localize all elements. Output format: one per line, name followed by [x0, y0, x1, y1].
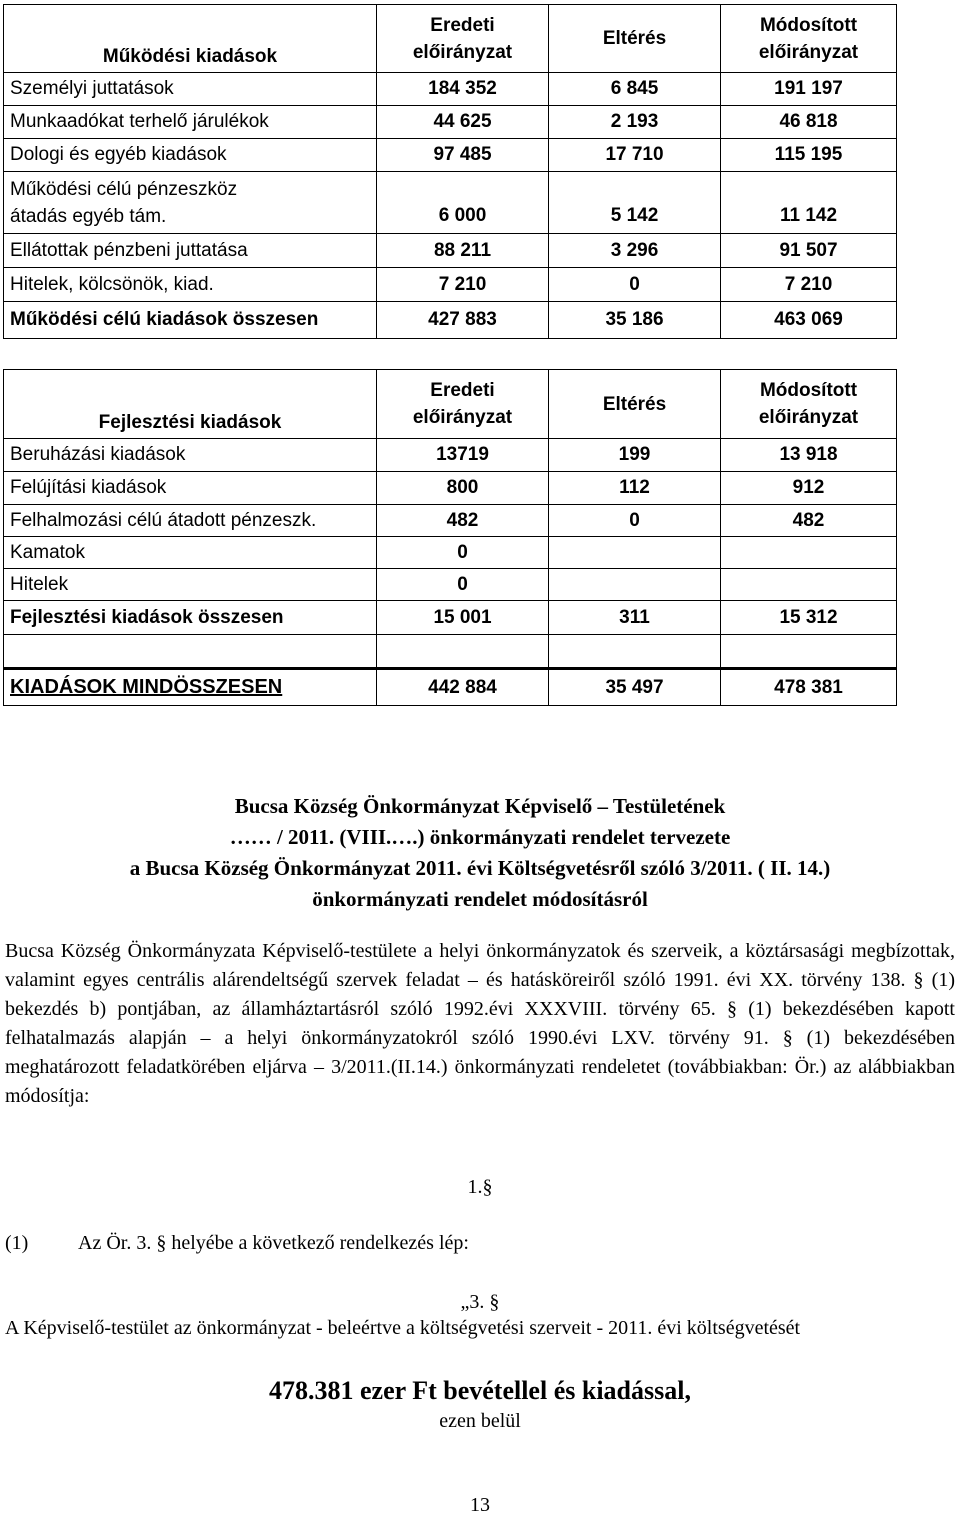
row-label: Működési célú pénzeszköz átadás egyéb tám.: [4, 172, 377, 234]
total-diff: 35 186: [549, 302, 721, 339]
row-modified: 191 197: [721, 73, 897, 106]
table-row: [4, 172, 897, 234]
header-modified: Módosított előirányzat: [721, 5, 897, 73]
decree-title: [0, 791, 960, 915]
total-label: Működési célú kiadások összesen: [4, 302, 377, 339]
decree-title-line: …… / 2011. (VIII.….) önkormányzati rendelet tervezete: [229, 825, 731, 849]
decree-title-line: önkormányzati rendelet módosításról: [312, 887, 648, 911]
total-original: 427 883: [377, 302, 549, 339]
row-modified: 13 918: [721, 439, 897, 472]
table-row: [4, 537, 897, 569]
row-modified: 11 142: [721, 172, 897, 234]
header-original: Eredeti előirányzat: [377, 5, 549, 73]
row-diff: 2 193: [549, 106, 721, 139]
header-label: Működési kiadások: [4, 5, 377, 73]
table-row: [4, 234, 897, 268]
row-label: Személyi juttatások: [4, 73, 377, 106]
row-original: 88 211: [377, 234, 549, 268]
row-modified: 7 210: [721, 268, 897, 302]
table-row: [4, 569, 897, 601]
table-total-row: [4, 601, 897, 635]
header-label: Fejlesztési kiadások: [4, 370, 377, 439]
grand-total-label: KIADÁSOK MINDÖSSZESEN: [4, 669, 377, 706]
page-number: 13: [470, 1494, 490, 1516]
row-diff: [549, 569, 721, 601]
row-original: 800: [377, 472, 549, 505]
total-modified: 463 069: [721, 302, 897, 339]
spacer-row: [4, 635, 897, 669]
row-diff: [549, 537, 721, 569]
row-label: Felújítási kiadások: [4, 472, 377, 505]
table-header-row: [4, 5, 897, 73]
decree-title-line: Bucsa Község Önkormányzat Képviselő – Testületének: [234, 794, 726, 818]
row-label: Hitelek: [4, 569, 377, 601]
row-original: 6 000: [377, 172, 549, 234]
row-label: Felhalmozási célú átadott pénzeszk.: [4, 505, 377, 537]
row-label: Ellátottak pénzbeni juttatása: [4, 234, 377, 268]
row-modified: 912: [721, 472, 897, 505]
header-modified: Módosított előirányzat: [721, 370, 897, 439]
row-diff: 0: [549, 268, 721, 302]
row-modified: [721, 537, 897, 569]
row-modified: 91 507: [721, 234, 897, 268]
quoted-section-number: „3. §: [460, 1291, 500, 1313]
table-header-row: [4, 370, 897, 439]
row-original: 184 352: [377, 73, 549, 106]
row-original: 44 625: [377, 106, 549, 139]
total-amount-highlight: 478.381 ezer Ft bevétellel és kiadással,: [269, 1376, 691, 1405]
header-diff: Eltérés: [549, 370, 721, 439]
total-original: 15 001: [377, 601, 549, 635]
row-diff: 17 710: [549, 139, 721, 172]
header-diff: Eltérés: [549, 5, 721, 73]
table-total-row: [4, 302, 897, 339]
row-label: Dologi és egyéb kiadások: [4, 139, 377, 172]
row-original: 13719: [377, 439, 549, 472]
grand-total-original: 442 884: [377, 669, 549, 706]
row-original: 0: [377, 537, 549, 569]
row-diff: 3 296: [549, 234, 721, 268]
row-original: 97 485: [377, 139, 549, 172]
development-expenses-table: [3, 369, 897, 706]
row-diff: 112: [549, 472, 721, 505]
grand-total-diff: 35 497: [549, 669, 721, 706]
row-modified: 46 818: [721, 106, 897, 139]
decree-body: A Képviselő-testület az önkormányzat - beleértve a költségvetési szerveit - 2011. évi költségvetését: [5, 1317, 801, 1339]
row-original: 482: [377, 505, 549, 537]
row-diff: 6 845: [549, 73, 721, 106]
grand-total-modified: 478 381: [721, 669, 897, 706]
table-row: [4, 139, 897, 172]
row-label: Hitelek, kölcsönök, kiad.: [4, 268, 377, 302]
table-row: [4, 505, 897, 537]
operating-expenses-table: [3, 4, 897, 339]
total-label: Fejlesztési kiadások összesen: [4, 601, 377, 635]
header-original: Eredeti előirányzat: [377, 370, 549, 439]
row-modified: [721, 569, 897, 601]
table-row: [4, 439, 897, 472]
sub-heading: ezen belül: [439, 1410, 521, 1432]
item-number: (1): [5, 1232, 29, 1254]
table-row: [4, 106, 897, 139]
row-diff: 0: [549, 505, 721, 537]
row-label: Beruházási kiadások: [4, 439, 377, 472]
decree-preamble: Bucsa Község Önkormányzata Képviselő-testülete a helyi önkormányzatok és szerveik, a köztársasági megbízottak, valamint egyes centrális alárendeltségű szervek feladat – és hatásköreiről szóló 1991. évi XX. törvény 138. § (1) bekezdés b) pontjában, az államháztartásról szóló 1992.évi XXXVIII. törvény 65. § (1) bekezdésében kapott felhatalmazás alapján – a helyi önkormányzatokról szóló 1990.évi LXV. törvény 91. § (1) bekezdésében meghatározott feladatkörében eljárva – 3/2011.(II.14.) önkormányzati rendeletet (továbbiakban: Ör.) az alábbiakban módosítja:: [5, 940, 955, 1107]
row-diff: 5 142: [549, 172, 721, 234]
row-modified: 115 195: [721, 139, 897, 172]
item-text: Az Ör. 3. § helyébe a következő rendelkezés lép:: [78, 1232, 469, 1254]
row-original: 0: [377, 569, 549, 601]
row-label: Kamatok: [4, 537, 377, 569]
decree-title-line: a Bucsa Község Önkormányzat 2011. évi Költségvetésről szóló 3/2011. ( II. 14.): [129, 856, 831, 880]
total-modified: 15 312: [721, 601, 897, 635]
table-row: [4, 472, 897, 505]
row-diff: 199: [549, 439, 721, 472]
table-row: [4, 73, 897, 106]
section-number: 1.§: [467, 1176, 493, 1198]
table-row: [4, 268, 897, 302]
row-original: 7 210: [377, 268, 549, 302]
grand-total-row: [4, 669, 897, 706]
row-label: Munkaadókat terhelő járulékok: [4, 106, 377, 139]
row-modified: 482: [721, 505, 897, 537]
total-diff: 311: [549, 601, 721, 635]
